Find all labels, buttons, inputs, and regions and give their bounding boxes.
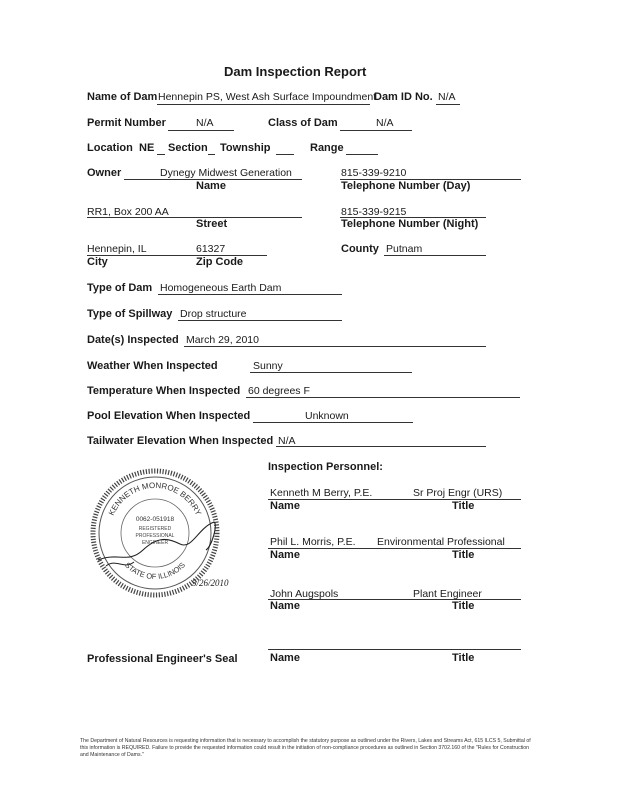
person-2-title-label: Title [452, 549, 475, 561]
dates-inspected-value: March 29, 2010 [186, 334, 259, 346]
person-3-name: John Augspols [270, 588, 339, 600]
section-label: Section [168, 142, 208, 154]
temperature-value: 60 degrees F [248, 385, 310, 397]
page-title: Dam Inspection Report [224, 64, 367, 79]
tailwater-elevation-value: N/A [278, 435, 296, 447]
phone-night-value: 815-339-9215 [341, 206, 407, 218]
street-label: Street [196, 218, 228, 230]
person-2-name-label: Name [270, 549, 300, 561]
seal-date: 5/26/2010 [192, 578, 229, 588]
phone-day-value: 815-339-9210 [341, 167, 407, 179]
type-of-spillway-value: Drop structure [180, 308, 247, 320]
city-value: Hennepin, IL [87, 243, 147, 255]
person-1-title-label: Title [452, 500, 475, 512]
county-value: Putnam [386, 243, 423, 255]
owner-value: Dynegy Midwest Generation [160, 167, 292, 179]
zip-label: Zip Code [196, 256, 244, 268]
name-of-dam-label: Name of Dam [87, 91, 158, 103]
pe-seal-label: Professional Engineer's Seal [87, 653, 238, 665]
temperature-label: Temperature When Inspected [87, 385, 241, 397]
person-1-title: Sr Proj Engr (URS) [413, 487, 503, 499]
county-label: County [341, 243, 379, 255]
person-4-name-label: Name [270, 652, 300, 664]
seal-professional: PROFESSIONAL [135, 533, 175, 539]
phone-day-label: Telephone Number (Day) [341, 180, 471, 192]
person-3-title-label: Title [452, 600, 475, 612]
pool-elevation-label: Pool Elevation When Inspected [87, 410, 251, 422]
dam-id-label: Dam ID No. [374, 91, 433, 103]
person-3-title: Plant Engineer [413, 588, 482, 600]
range-label: Range [310, 142, 344, 154]
person-2-title: Environmental Professional [377, 536, 505, 548]
person-1-name-label: Name [270, 500, 300, 512]
owner-name-label: Name [196, 180, 226, 192]
footer-notice: The Department of Natural Resources is requesting information that is necessary to accomplish the statutory purpose as outlined under the Rivers, Lakes and Streams Act, 615 ILCS 5, Submittal of this information is REQUIRED. Failure to provide the requested information could result in the initiation of non-compliance procedures as outlined in Section 3702.160 of the "Rules for Construction and Maintenance of Dams." [80, 738, 531, 758]
city-label: City [87, 256, 108, 268]
person-1-name: Kenneth M Berry, P.E. [270, 487, 373, 499]
person-4-title-label: Title [452, 652, 475, 664]
tailwater-elevation-label: Tailwater Elevation When Inspected [87, 435, 274, 447]
street-value: RR1, Box 200 AA [87, 206, 169, 218]
class-of-dam-label: Class of Dam [268, 117, 338, 129]
dam-id-value: N/A [438, 91, 456, 103]
person-3-name-label: Name [270, 600, 300, 612]
weather-label: Weather When Inspected [87, 360, 218, 372]
class-of-dam-value: N/A [376, 117, 394, 129]
location-ne-label: NE [139, 142, 155, 154]
permit-number-label: Permit Number [87, 117, 166, 129]
name-of-dam-value: Hennepin PS, West Ash Surface Impoundment [158, 91, 377, 103]
location-label: Location [87, 142, 133, 154]
type-of-dam-value: Homogeneous Earth Dam [160, 282, 282, 294]
weather-value: Sunny [253, 360, 283, 372]
township-label: Township [220, 142, 271, 154]
owner-label: Owner [87, 167, 122, 179]
pool-elevation-value: Unknown [305, 410, 349, 422]
seal-name-arc: KENNETH MONROE BERRY [106, 480, 204, 517]
inspection-personnel-heading: Inspection Personnel: [268, 461, 383, 473]
seal-registered: REGISTERED [138, 526, 172, 532]
type-of-spillway-label: Type of Spillway [87, 308, 173, 320]
seal-number: 0062-051918 [135, 516, 175, 523]
permit-number-value: N/A [196, 117, 214, 129]
dates-inspected-label: Date(s) Inspected [87, 334, 179, 346]
seal-state-arc: STATE OF ILLINOIS [123, 560, 187, 582]
seal-engineer: ENGINEER [141, 540, 169, 546]
phone-night-label: Telephone Number (Night) [341, 218, 479, 230]
type-of-dam-label: Type of Dam [87, 282, 153, 294]
person-2-name: Phil L. Morris, P.E. [270, 536, 356, 548]
zip-value: 61327 [196, 243, 226, 255]
